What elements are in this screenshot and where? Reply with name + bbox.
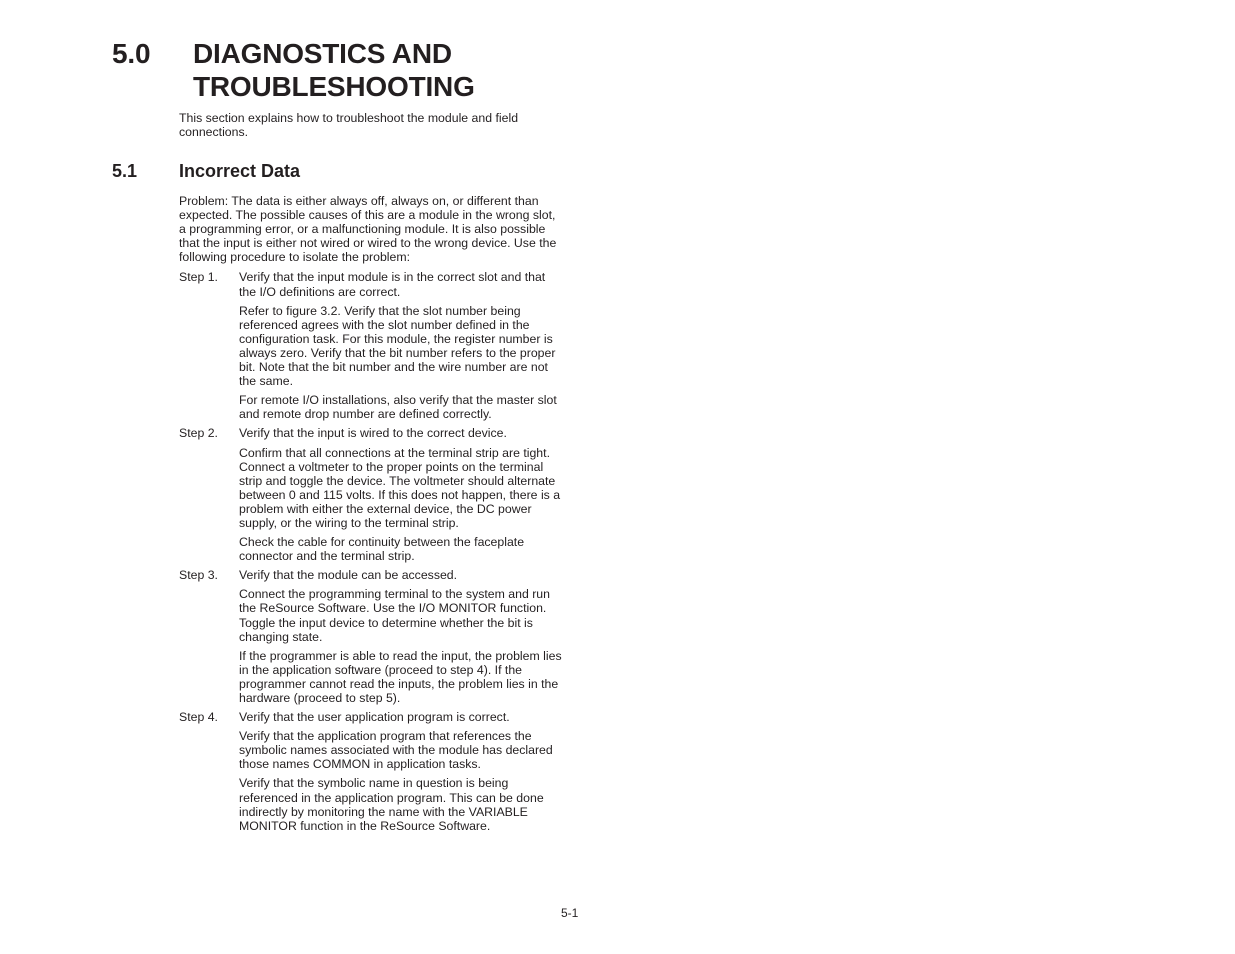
step-label: Step 4. xyxy=(179,710,218,725)
step-label: Step 2. xyxy=(179,426,218,441)
step-body xyxy=(239,270,564,421)
chapter-number: 5.0 xyxy=(112,38,151,69)
step-paragraph: Connect the programming terminal to the system and run the ReSource Software. Use the I/O MONITOR function. Toggle the input device to determine whether the bit is changing state. xyxy=(239,587,550,644)
step-paragraph: Confirm that all connections at the terminal strip are tight. Connect a voltmeter to the proper points on the terminal strip and toggle the device. The voltmeter should alternate between 0 and 115 volts. If this does not happen, there is a problem with either the external device, the DC power supply, or the wiring to the terminal strip. xyxy=(239,445,561,530)
intro-paragraph: This section explains how to troubleshoot the module and field connections. xyxy=(179,111,519,140)
step-paragraph: If the programmer is able to read the input, the problem lies in the application software (proceed to step 4). If the programmer cannot read the inputs, the problem lies in the hardware (proceed to step 5). xyxy=(239,648,562,705)
step-paragraph: Verify that the input module is in the correct slot and that the I/O definitions are correct. xyxy=(239,270,546,299)
step-body xyxy=(239,710,564,833)
step-1 xyxy=(179,270,564,421)
step-label: Step 1. xyxy=(179,270,218,285)
section-content xyxy=(179,194,564,838)
step-paragraph: Verify that the module can be accessed. xyxy=(239,568,458,583)
section-title: Incorrect Data xyxy=(179,161,301,181)
problem-paragraph: Problem: The data is either always off, always on, or different than expected. The possible causes of this are a module in the wrong slot, a programming error, or a malfunctioning module. It is also possible that the input is either not wired or wired to the wrong device. Use the following procedure to isolate the problem: xyxy=(179,194,557,265)
step-body xyxy=(239,426,564,563)
chapter-title: DIAGNOSTICS AND TROUBLESHOOTING xyxy=(193,38,475,102)
step-4 xyxy=(179,710,564,833)
step-paragraph: Check the cable for continuity between the faceplate connector and the terminal strip. xyxy=(239,535,525,564)
step-paragraph: Verify that the symbolic name in question is being referenced in the application program. This can be done indirectly by monitoring the name with the VARIABLE MONITOR function in the ReSource Software. xyxy=(239,776,544,833)
section-number: 5.1 xyxy=(112,161,138,181)
step-paragraph: Verify that the application program that references the symbolic names associated with the module has declared those names COMMON in application tasks. xyxy=(239,729,553,772)
step-paragraph: Verify that the input is wired to the correct device. xyxy=(239,426,507,441)
step-body xyxy=(239,568,564,705)
step-2 xyxy=(179,426,564,563)
step-paragraph: Refer to figure 3.2. Verify that the slot number being referenced agrees with the slot number defined in the configuration task. For this module, the register number is always zero. Verify that the bit number refers to the proper bit. Note that the bit number and the wire number are not the same. xyxy=(239,303,556,389)
page-number: 5-1 xyxy=(561,906,579,920)
step-paragraph: Verify that the user application program is correct. xyxy=(239,710,510,725)
step-3 xyxy=(179,568,564,705)
step-paragraph: For remote I/O installations, also verify that the master slot and remote drop number are defined correctly. xyxy=(239,393,557,422)
step-label: Step 3. xyxy=(179,568,218,583)
